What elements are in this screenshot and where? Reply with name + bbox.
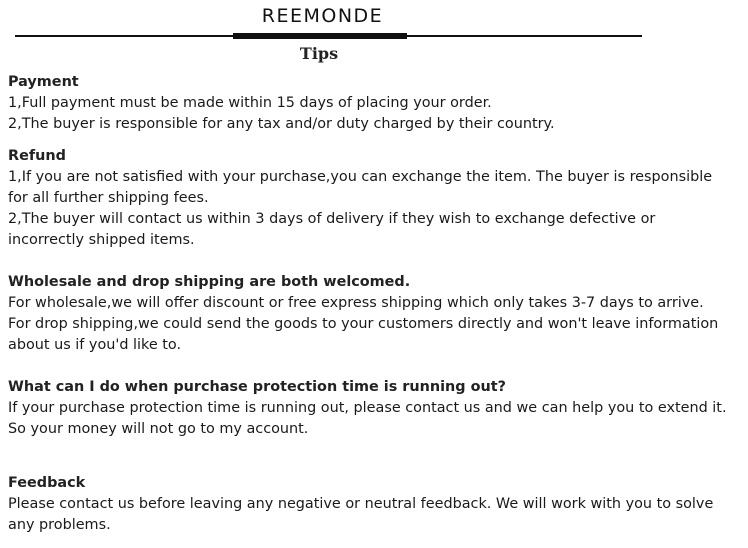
refund-line-1: 1,If you are not satisfied with your purchase,you can exchange the item. The buyer is responsible	[8, 169, 713, 185]
feedback-line-2: any problems.	[8, 517, 111, 533]
payment-line-1: 1,Full payment must be made within 15 days of placing your order.	[8, 95, 492, 111]
page-title: Tips	[299, 44, 339, 63]
section-title-payment: Payment	[8, 74, 79, 90]
wholesale-line-2: For drop shipping,we could send the goods to your customers directly and won't leave information	[8, 316, 719, 332]
section-title-feedback: Feedback	[8, 475, 86, 491]
header-divider-accent	[233, 33, 407, 39]
refund-line-3: 2,The buyer will contact us within 3 days of delivery if they wish to exchange defective or	[8, 211, 656, 227]
section-wholesale	[8, 272, 746, 356]
section-protection	[8, 377, 746, 440]
wholesale-line-1: For wholesale,we will offer discount or free express shipping which only takes 3-7 days to arrive.	[8, 295, 704, 311]
page-header	[0, 0, 748, 72]
protection-line-2: So your money will not go to my account.	[8, 421, 309, 437]
section-title-protection: What can I do when purchase protection time is running out?	[8, 379, 506, 395]
section-spacer	[8, 440, 746, 473]
protection-line-1: If your purchase protection time is running out, please contact us and we can help you to extend it.	[8, 400, 727, 416]
section-feedback	[8, 473, 746, 536]
section-refund	[8, 146, 746, 251]
section-title-wholesale: Wholesale and drop shipping are both welcomed.	[8, 274, 411, 290]
section-payment	[8, 72, 746, 135]
refund-line-2: for all further shipping fees.	[8, 190, 209, 206]
feedback-line-1: Please contact us before leaving any negative or neutral feedback. We will work with you to solve	[8, 496, 714, 512]
refund-line-4: incorrectly shipped items.	[8, 232, 195, 248]
wholesale-line-3: about us if you'd like to.	[8, 337, 182, 353]
payment-line-2: 2,The buyer is responsible for any tax and/or duty charged by their country.	[8, 116, 555, 132]
section-spacer	[8, 356, 746, 377]
section-title-refund: Refund	[8, 148, 66, 164]
section-spacer	[8, 135, 746, 146]
section-spacer	[8, 251, 746, 272]
tips-content	[8, 72, 746, 536]
brand-name: REEMONDE	[261, 5, 384, 27]
